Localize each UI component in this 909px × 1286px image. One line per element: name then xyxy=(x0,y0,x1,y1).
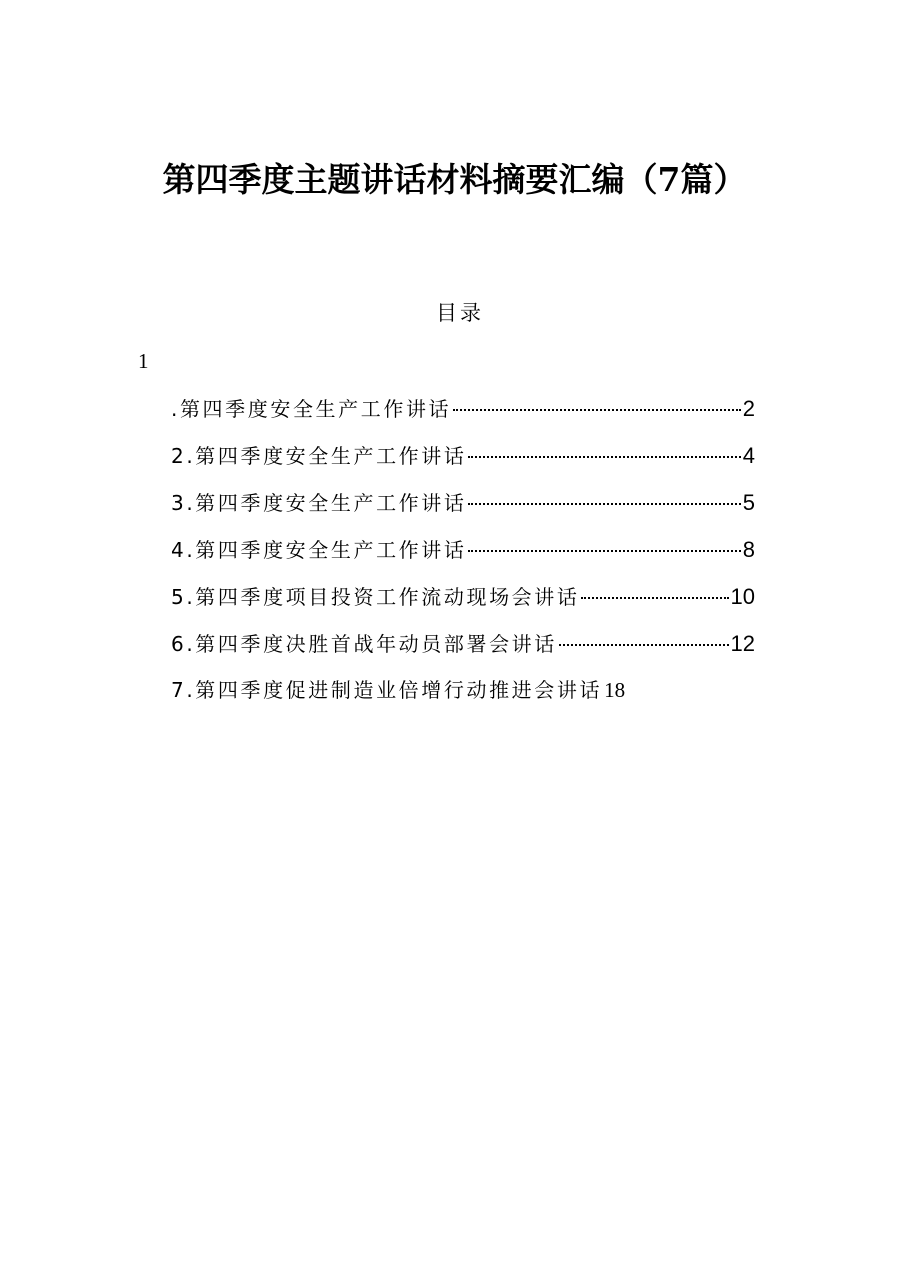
toc-dot-leader xyxy=(453,387,741,411)
toc-dot-leader xyxy=(468,528,740,552)
toc-entry[interactable] xyxy=(171,627,755,674)
toc-dot-leader xyxy=(581,575,728,599)
toc-dot-leader xyxy=(559,622,729,646)
toc-entry-page: 18 xyxy=(604,678,626,702)
toc-entry-title: 4.第四季度安全生产工作讲话 xyxy=(171,538,467,562)
toc-entry-title: 7.第四季度促进制造业倍增行动推进会讲话 xyxy=(171,678,603,702)
toc-entry[interactable] xyxy=(171,486,755,533)
toc-entry-title: .第四季度安全生产工作讲话 xyxy=(171,397,452,421)
toc-entry-title: 3.第四季度安全生产工作讲话 xyxy=(171,491,467,515)
toc-entry-page: 12 xyxy=(730,631,755,656)
toc-dot-leader xyxy=(468,481,740,505)
toc-entry[interactable] xyxy=(171,580,755,627)
toc-entry[interactable] xyxy=(171,392,755,439)
toc-dot-leader xyxy=(468,434,740,458)
toc-entry-page: 8 xyxy=(742,537,755,562)
toc-heading: 目录 xyxy=(436,301,484,325)
toc-entry-page: 5 xyxy=(742,490,755,515)
toc-entry[interactable] xyxy=(171,533,755,580)
stray-list-number: 1 xyxy=(138,349,149,373)
toc-entry[interactable] xyxy=(171,674,755,721)
toc-entry-page: 2 xyxy=(742,396,755,421)
document-title: 第四季度主题讲话材料摘要汇编（7篇） xyxy=(162,160,747,199)
toc-entry-title: 2.第四季度安全生产工作讲话 xyxy=(171,444,467,468)
table-of-contents xyxy=(171,392,755,721)
toc-entry-title: 5.第四季度项目投资工作流动现场会讲话 xyxy=(171,585,580,609)
toc-entry-page: 4 xyxy=(742,443,755,468)
toc-entry-title: 6.第四季度决胜首战年动员部署会讲话 xyxy=(171,632,557,656)
toc-entry-page: 10 xyxy=(730,584,755,609)
toc-entry[interactable] xyxy=(171,439,755,486)
